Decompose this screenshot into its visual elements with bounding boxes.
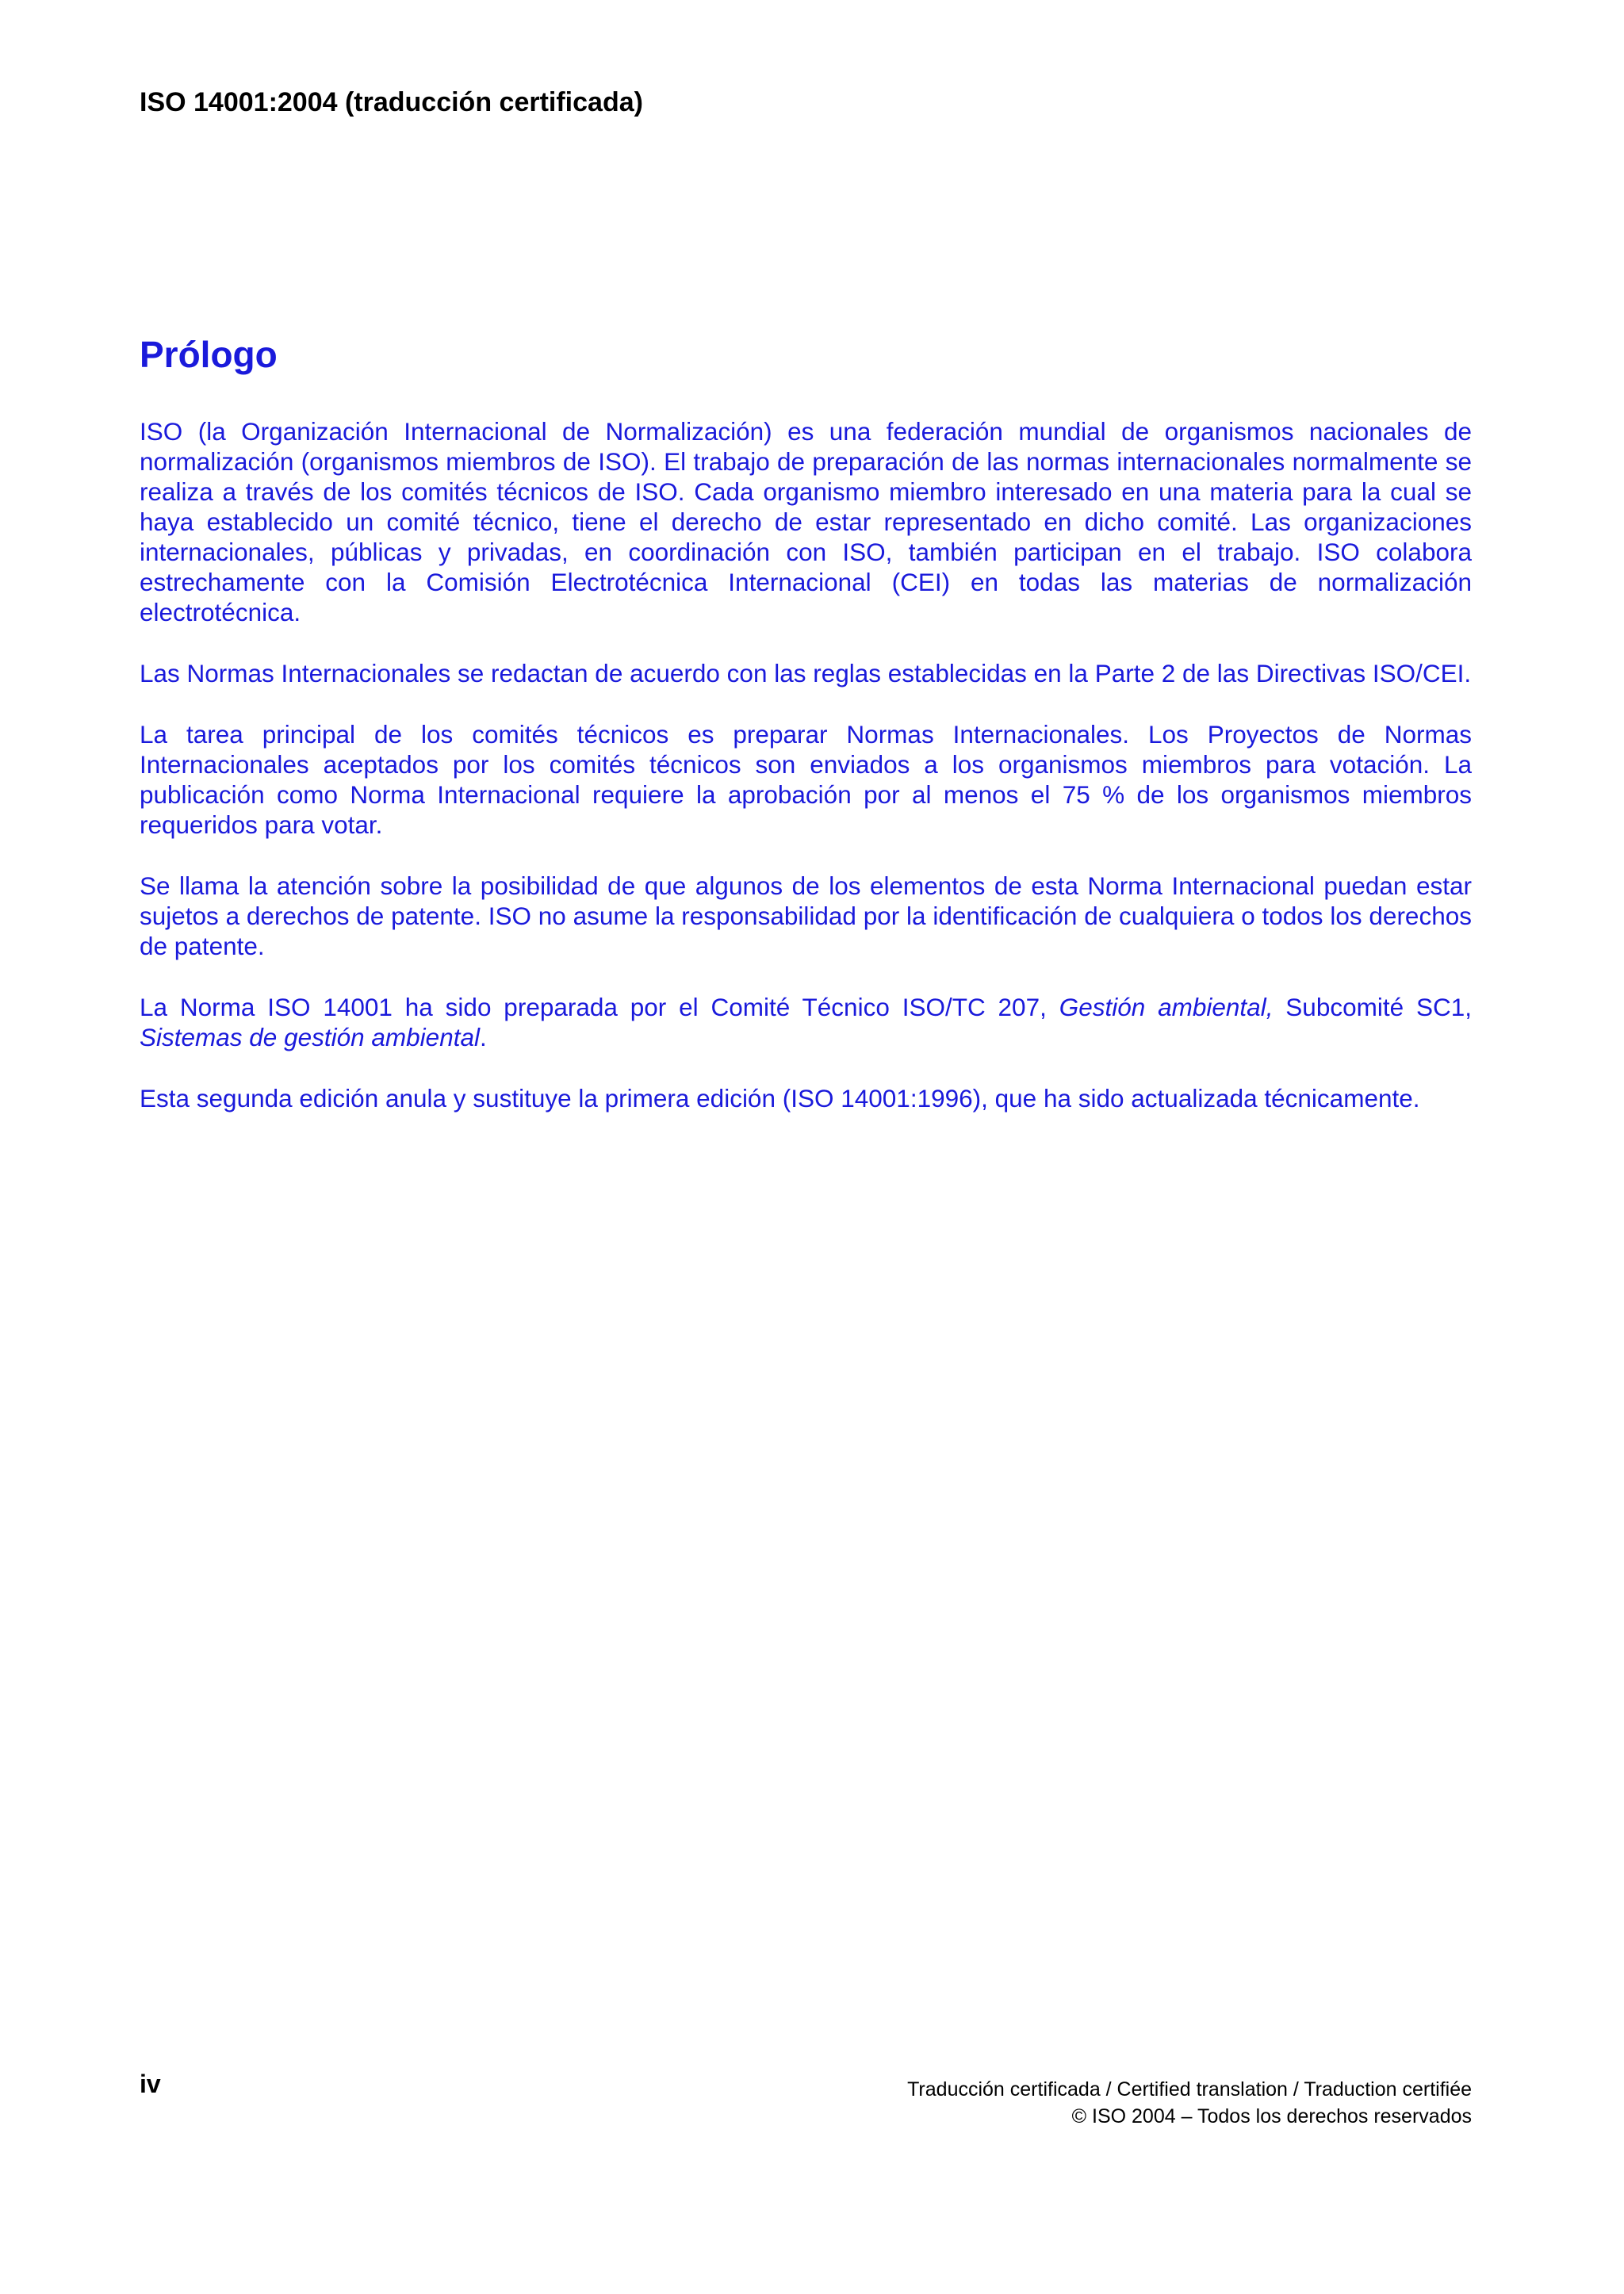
paragraph-patent-rights: Se llama la atención sobre la posibilidad de que algunos de los elementos de esta Norma Internacional puedan estar sujetos a derechos de patente. ISO no asume la responsabilidad por la identificación de cualquiera o todos los derechos de patente. xyxy=(140,871,1472,961)
footer-notice xyxy=(907,2076,1472,2130)
copyright-notice: © ISO 2004 – Todos los derechos reservados xyxy=(1071,2105,1472,2127)
section-title: Prólogo xyxy=(140,334,278,375)
paragraph-drafting-rules: Las Normas Internacionales se redactan de acuerdo con las reglas establecidas en la Parte 2 de las Directivas ISO/CEI. xyxy=(140,659,1472,688)
paragraph-preparation xyxy=(140,992,1472,1052)
preparation-committee-name: Gestión ambiental, xyxy=(1059,993,1274,1022)
translation-note: Traducción certificada / Certified translation / Traduction certifiée xyxy=(907,2078,1472,2101)
paragraph-edition: Esta segunda edición anula y sustituye la primera edición (ISO 14001:1996), que ha sido actualizada técnicamente. xyxy=(140,1084,1420,1113)
page-number: iv xyxy=(140,2070,161,2098)
paragraph-iso-organization: ISO (la Organización Internacional de Normalización) es una federación mundial de organismos nacionales de normalización (organismos miembros de ISO). El trabajo de preparación de las normas internacionales normalmente se realiza a través de los comités técnicos de ISO. Cada organismo miembro interesado en una materia para la cual se haya establecido un comité técnico, tiene el derecho de estar representado en dicho comité. Las organizaciones internacionales, públicas y privadas, en coordinación con ISO, también participan en el trabajo. ISO colabora estrechamente con la Comisión Electrotécnica Internacional (CEI) en todas las materias de normalización electrotécnica. xyxy=(140,417,1472,627)
preparation-text-2: Subcomité SC1, xyxy=(1273,993,1472,1022)
running-header-title: ISO 14001:2004 (traducción certificada) xyxy=(140,87,643,117)
paragraph-committee-tasks: La tarea principal de los comités técnicos es preparar Normas Internacionales. Los Proyectos de Normas Internacionales aceptados por los comités técnicos son enviados a los organismos miembros para votación. La publicación como Norma Internacional requiere la aprobación por al menos el 75 % de los organismos miembros requeridos para votar. xyxy=(140,720,1472,840)
foreword-section xyxy=(140,333,1472,1144)
preparation-subcommittee-name: Sistemas de gestión ambiental xyxy=(140,1023,480,1052)
preparation-text-3: . xyxy=(480,1023,487,1052)
preparation-text-1: La Norma ISO 14001 ha sido preparada por el Comité Técnico ISO/TC 207, xyxy=(140,993,1059,1022)
